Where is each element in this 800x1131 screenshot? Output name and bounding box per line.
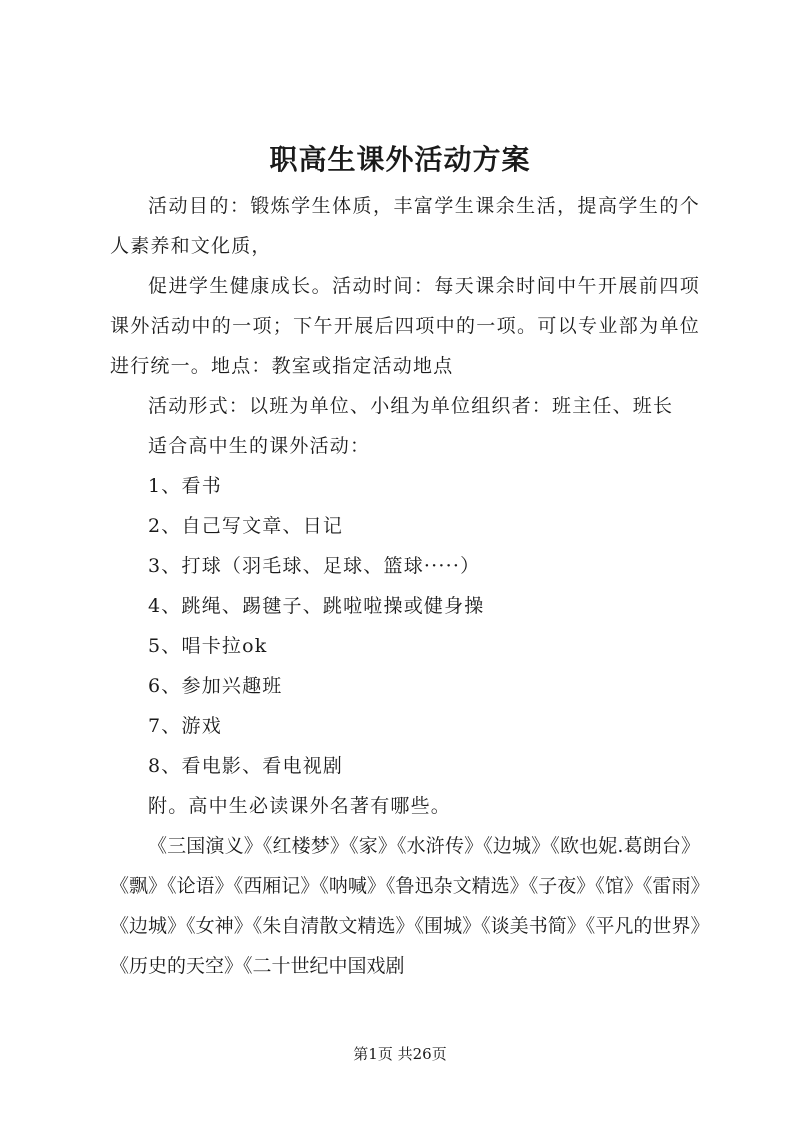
list-item: 6、参加兴趣班 <box>148 675 283 697</box>
list-item: 3、打球（羽毛球、足球、篮球·····） <box>148 555 481 577</box>
document-body <box>110 186 700 986</box>
paragraph-appendix: 附。高中生必读课外名著有哪些。 <box>148 795 452 817</box>
document-title: 职高生课外活动方案 <box>269 143 531 176</box>
list-item: 7、游戏 <box>148 715 222 737</box>
list-item: 1、看书 <box>148 475 222 497</box>
list-item: 8、看电影、看电视剧 <box>148 755 344 777</box>
list-item: 5、唱卡拉ok <box>148 635 268 657</box>
page-footer: 第1页 共26页 <box>353 1045 447 1063</box>
paragraph-purpose: 活动目的：锻炼学生体质，丰富学生课余生活，提高学生的个人素养和文化质， <box>110 195 700 257</box>
paragraph-time-location: 促进学生健康成长。活动时间：每天课余时间中午开展前四项课外活动中的一项；下午开展后四项中的一项。可以专业部为单位进行统一。地点：教室或指定活动地点 <box>110 275 700 377</box>
paragraph-book-list: 《三国演义》《红楼梦》《家》《水浒传》《边城》《欧也妮.葛朗台》《飘》《论语》《西厢记》《呐喊》《鲁迅杂文精选》《子夜》《馆》《雷雨》《边城》《女神》《朱自清散文精选》《围城》《谈美书简》《平凡的世界》《历史的天空》《二十世纪中国戏剧 <box>110 835 700 977</box>
list-item: 4、跳绳、踢毽子、跳啦啦操或健身操 <box>148 595 485 617</box>
paragraph-format: 活动形式：以班为单位、小组为单位组织者：班主任、班长 <box>148 395 674 417</box>
list-item: 2、自己写文章、日记 <box>148 515 344 537</box>
paragraph-activities-heading: 适合高中生的课外活动： <box>148 435 371 457</box>
